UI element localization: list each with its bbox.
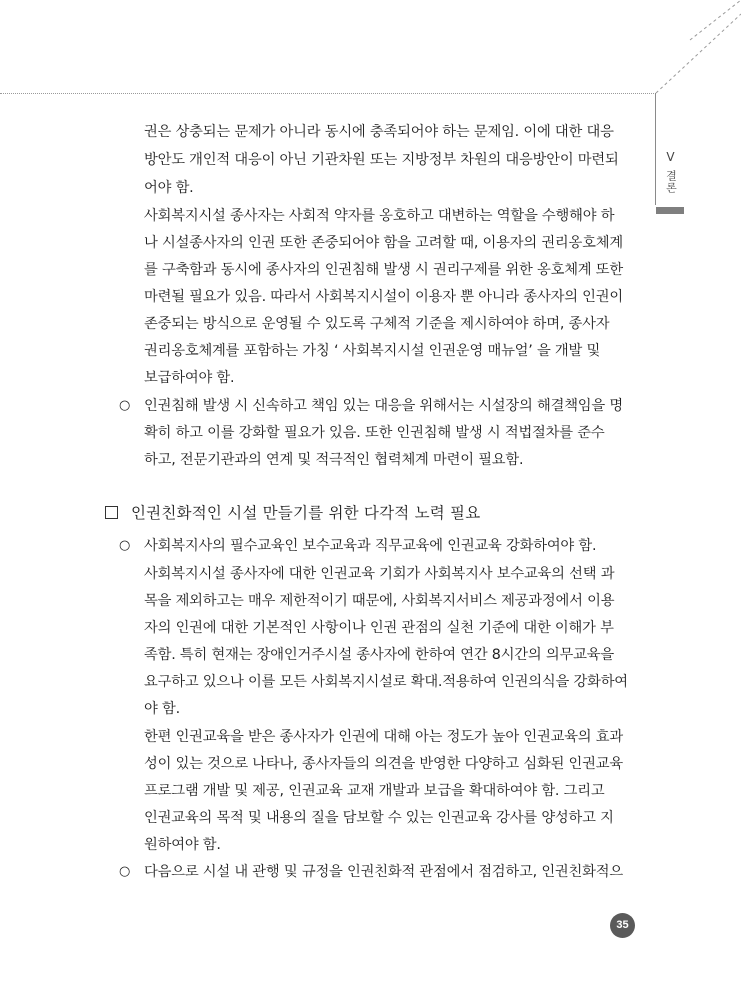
body-line: 존중되는 방식으로 운영될 수 있도록 구체적 기준을 제시하여야 하며, 종사자 [144, 316, 610, 332]
body-line: 권리옹호체계를 포함하는 가칭 ‘ 사회복지시설 인권운영 매뉴얼’ 을 개발 및 [144, 343, 601, 359]
bullet-circle-icon: ○ [119, 864, 131, 879]
body-line: 를 구축함과 동시에 종사자의 인권침해 발생 시 권리구제를 위한 옹호체계 또한 [144, 262, 623, 278]
bullet-circle-icon: ○ [119, 398, 131, 413]
body-line: 다음으로 시설 내 관행 및 규정을 인권친화적 관점에서 점검하고, 인권친화적으 [144, 864, 623, 880]
body-line: 사회복지시설 종사자에 대한 인권교육 기회가 사회복지사 보수교육의 선택 과 [144, 566, 615, 582]
body-line: 요구하고 있으나 이를 모든 사회복지시설로 확대.적용하여 인권의식을 강화하여 [144, 674, 628, 690]
body-line: 사회복지사의 필수교육인 보수교육과 직무교육에 인권교육 강화하여야 함. [144, 538, 597, 554]
body-line: 마련될 필요가 있음. 따라서 사회복지시설이 이용자 뿐 아니라 종사자의 인권이 [144, 289, 623, 305]
chapter-marker-bar [656, 207, 684, 214]
body-line: 방안도 개인적 대응이 아닌 기관차원 또는 지방정부 차원의 대응방안이 마련되 [144, 152, 619, 168]
body-line: 야 함. [144, 701, 180, 717]
body-line: 자의 인권에 대한 기본적인 사항이나 인권 관점의 실천 기준에 대한 이해가 부 [144, 620, 614, 636]
body-line: 어야 함. [144, 180, 194, 196]
section-heading: 인권친화적인 시설 만들기를 위한 다각적 노력 필요 [131, 504, 481, 522]
body-line: 성이 있는 것으로 나타나, 종사자들의 의견을 반영한 다양하고 심화된 인권교육 [144, 756, 623, 772]
body-line: 인권교육의 목적 및 내용의 질을 담보할 수 있는 인권교육 강사를 양성하고 지 [144, 810, 614, 826]
body-line: 확히 하고 이를 강화할 필요가 있음. 또한 인권침해 발생 시 적법절차를 준수 [144, 425, 605, 441]
body-line: 보급하여야 함. [144, 370, 235, 386]
checkbox-square-icon [105, 506, 118, 519]
body-line: 사회복지시설 종사자는 사회적 약자를 옹호하고 대변하는 역할을 수행해야 하 [144, 208, 615, 224]
body-line: 족함. 특히 현재는 장애인거주시설 종사자에 한하여 연간 8시간의 의무교육을 [144, 647, 614, 663]
body-line: 프로그램 개발 및 제공, 인권교육 교재 개발과 보급을 확대하여야 함. 그리고 [144, 783, 605, 799]
bullet-circle-icon: ○ [119, 538, 131, 553]
body-line: 원하여야 함. [144, 837, 221, 853]
chapter-tab [657, 150, 684, 194]
chapter-title: 결론 [664, 170, 678, 194]
chapter-number: V [666, 150, 675, 164]
body-line: 하고, 전문기관과의 연계 및 적극적인 협력체계 마련이 필요함. [144, 452, 524, 468]
page-number-badge: 35 [610, 913, 635, 938]
body-line: 나 시설종사자의 인권 또한 존중되어야 함을 고려할 때, 이용자의 권리옹호체계 [144, 235, 623, 251]
body-line: 권은 상충되는 문제가 아니라 동시에 충족되어야 하는 문제임. 이에 대한 대응 [144, 124, 614, 140]
body-line: 목을 제외하고는 매우 제한적이기 때문에, 사회복지서비스 제공과정에서 이용 [144, 593, 615, 609]
body-line: 한편 인권교육을 받은 종사자가 인권에 대해 아는 정도가 높아 인권교육의 효과 [144, 729, 623, 745]
body-line: 인권침해 발생 시 신속하고 책임 있는 대응을 위해서는 시설장의 해결책임을 명 [144, 398, 623, 414]
corner-diagonal-decoration [0, 0, 741, 120]
